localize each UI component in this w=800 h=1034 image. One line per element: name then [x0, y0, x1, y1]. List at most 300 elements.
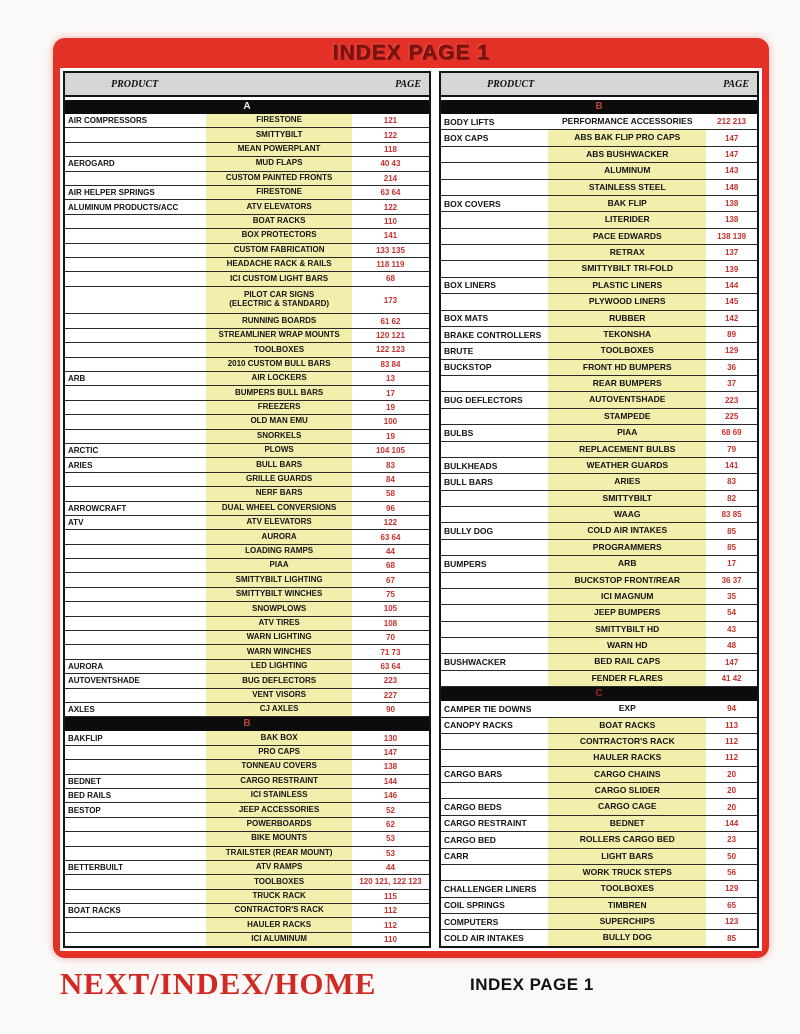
item-name: PIAA — [206, 559, 352, 572]
index-content — [60, 68, 762, 951]
index-row — [441, 750, 757, 766]
page-number: 68 — [386, 561, 395, 571]
product-name — [65, 430, 206, 443]
page-number: 85 — [727, 542, 737, 552]
item-name: FENDER FLARES — [548, 671, 706, 686]
page-number: 212 213 — [717, 117, 747, 127]
index-row — [441, 622, 757, 638]
item-name: TOOLBOXES — [206, 343, 352, 356]
item-name: GRILLE GUARDS — [206, 473, 352, 486]
product-name: BOX LINERS — [444, 280, 496, 291]
product-name — [441, 294, 548, 309]
product-name — [65, 386, 206, 399]
index-row — [441, 832, 757, 848]
page-number: 143 — [724, 166, 739, 176]
index-row — [65, 789, 429, 803]
index-row — [441, 163, 757, 179]
page-number: 118 — [384, 144, 397, 154]
page-number: 138 — [383, 762, 398, 772]
item-name: PLYWOOD LINERS — [548, 294, 706, 309]
index-row — [441, 556, 757, 572]
product-name — [65, 358, 206, 371]
index-row — [65, 244, 429, 258]
index-row — [441, 458, 757, 474]
product-name: BULKHEADS — [444, 460, 498, 471]
product-name: BOX MATS — [444, 313, 489, 324]
index-row — [441, 327, 757, 343]
product-name — [65, 832, 206, 845]
index-column-right — [439, 71, 759, 948]
page-number: 147 — [383, 747, 398, 757]
product-name: COMPUTERS — [444, 916, 499, 927]
item-name: MEAN POWERPLANT — [206, 143, 352, 156]
item-name: BAK BOX — [206, 731, 352, 744]
product-name: BETTERBUILT — [68, 863, 123, 873]
page-number: 83 — [386, 460, 395, 470]
product-name — [65, 415, 206, 428]
index-row — [441, 523, 757, 539]
page-number: 110 — [384, 216, 397, 226]
index-row — [65, 200, 429, 214]
section-divider-b: B — [65, 717, 429, 731]
product-name — [65, 215, 206, 228]
index-row — [441, 898, 757, 914]
product-name — [441, 507, 548, 522]
product-name: CARR — [444, 851, 469, 862]
page-number: 44 — [386, 546, 395, 556]
item-name: ICI ALUMINUM — [206, 933, 352, 946]
index-row — [65, 803, 429, 817]
column-header-right — [441, 73, 757, 97]
page-number: 36 — [727, 362, 737, 372]
page-number: 23 — [727, 835, 737, 845]
page-number: 65 — [727, 900, 737, 910]
page-number: 108 — [383, 618, 398, 628]
product-name — [441, 750, 548, 765]
index-row — [65, 229, 429, 243]
item-name: FIRESTONE — [206, 186, 352, 199]
page-number: 40 43 — [380, 159, 401, 169]
item-name: TOOLBOXES — [548, 881, 706, 896]
product-name: BULL BARS — [444, 476, 493, 487]
page-number: 100 — [383, 417, 398, 427]
index-row — [65, 674, 429, 688]
index-row — [441, 278, 757, 294]
product-name — [65, 746, 206, 759]
product-name: COLD AIR INTAKES — [444, 933, 524, 944]
section-divider-a: A — [65, 100, 429, 114]
item-name: DUAL WHEEL CONVERSIONS — [206, 502, 352, 515]
page-number: 52 — [386, 805, 395, 815]
item-name: VENT VISORS — [206, 689, 352, 702]
index-row — [65, 689, 429, 703]
index-row — [65, 487, 429, 501]
item-name: BUCKSTOP FRONT/REAR — [548, 573, 706, 588]
page-number: 19 — [386, 431, 395, 441]
page-number: 129 — [724, 346, 739, 356]
page-number: 147 — [724, 133, 739, 143]
footer-page-label: INDEX PAGE 1 — [470, 975, 594, 994]
product-name: BULBS — [444, 427, 474, 438]
product-name: BUSHWACKER — [444, 657, 506, 668]
product-name — [441, 734, 548, 749]
product-name: BUG DEFLECTORS — [444, 395, 523, 406]
product-name — [65, 760, 206, 773]
item-name: PILOT CAR SIGNS (ELECTRIC & STANDARD) — [206, 287, 352, 314]
product-name — [441, 212, 548, 227]
product-name: BULLY DOG — [444, 526, 494, 537]
page-number: 112 — [384, 906, 397, 916]
index-row — [65, 631, 429, 645]
product-name — [65, 343, 206, 356]
item-name: PROGRAMMERS — [548, 540, 706, 555]
product-name: COIL SPRINGS — [444, 900, 505, 911]
nav-next-index-home[interactable]: NEXT/INDEX/HOME — [60, 966, 377, 1001]
item-name: SMITTYBILT HD — [548, 622, 706, 637]
item-name: STREAMLINER WRAP MOUNTS — [206, 329, 352, 342]
page-number: 112 — [384, 920, 397, 930]
product-name — [441, 491, 548, 506]
product-name: AIR HELPER SPRINGS — [68, 188, 155, 198]
page-number: 17 — [727, 559, 737, 569]
index-row — [65, 861, 429, 875]
page-number: 61 62 — [380, 316, 401, 326]
index-row — [65, 314, 429, 328]
index-row — [441, 589, 757, 605]
item-name: CONTRACTOR'S RACK — [548, 734, 706, 749]
column-header-left — [65, 73, 429, 97]
item-name: STAMPEDE — [548, 409, 706, 424]
index-row — [441, 718, 757, 734]
page-number: 223 — [383, 676, 398, 686]
index-row — [65, 703, 429, 717]
index-row — [65, 818, 429, 832]
product-name — [65, 401, 206, 414]
product-name — [65, 617, 206, 630]
product-name: CANOPY RACKS — [444, 720, 513, 731]
page-number: 122 — [383, 130, 398, 140]
item-name: CJ AXLES — [206, 703, 352, 716]
index-row — [65, 473, 429, 487]
page-number: 68 69 — [721, 428, 742, 438]
item-name: PACE EDWARDS — [548, 229, 706, 244]
product-name: CAMPER TIE DOWNS — [444, 703, 532, 714]
index-row — [441, 294, 757, 310]
index-row — [441, 360, 757, 376]
index-row — [65, 386, 429, 400]
index-row — [65, 329, 429, 343]
item-name: BUG DEFLECTORS — [206, 674, 352, 687]
item-name: TRUCK RACK — [206, 890, 352, 903]
product-name — [441, 229, 548, 244]
page-number: 75 — [386, 590, 395, 600]
page-number: 121 — [383, 116, 398, 126]
index-row — [441, 147, 757, 163]
page-number: 130 — [383, 733, 398, 743]
page-number: 147 — [724, 657, 739, 667]
page-number: 227 — [383, 690, 398, 700]
page-number: 89 — [727, 330, 737, 340]
page-number: 67 — [386, 575, 395, 585]
page-number: 115 — [384, 891, 397, 901]
product-name: CARGO BEDS — [444, 802, 502, 813]
item-name: REPLACEMENT BULBS — [548, 442, 706, 457]
product-name — [65, 229, 206, 242]
product-name: ALUMINUM PRODUCTS/ACC — [68, 202, 179, 212]
index-row — [441, 425, 757, 441]
index-row — [65, 143, 429, 157]
index-row — [65, 559, 429, 573]
product-name — [441, 865, 548, 880]
item-name: CUSTOM PAINTED FRONTS — [206, 172, 352, 185]
item-name: PLOWS — [206, 444, 352, 457]
item-name: BED RAIL CAPS — [548, 654, 706, 669]
index-row — [441, 343, 757, 359]
page-number: 138 — [724, 215, 739, 225]
item-name: SMITTYBILT — [206, 128, 352, 141]
item-name: BOX PROTECTORS — [206, 229, 352, 242]
page-number: 110 — [384, 935, 397, 945]
item-name: TIMBREN — [548, 898, 706, 913]
product-name — [65, 287, 206, 314]
product-name — [65, 588, 206, 601]
item-name: PRO CAPS — [206, 746, 352, 759]
item-name: 2010 CUSTOM BULL BARS — [206, 358, 352, 371]
index-row — [65, 645, 429, 659]
index-rows-left — [65, 100, 429, 946]
page-number: 122 123 — [375, 345, 405, 355]
product-name — [441, 147, 548, 162]
product-name — [65, 314, 206, 327]
product-name: AIR COMPRESSORS — [68, 116, 148, 126]
index-row — [441, 701, 757, 717]
index-row — [441, 130, 757, 146]
item-name: LOADING RAMPS — [206, 545, 352, 558]
page-number: 141 — [724, 461, 739, 471]
product-name: BESTOP — [68, 805, 101, 815]
index-row — [441, 261, 757, 277]
item-name: HAULER RACKS — [206, 918, 352, 931]
item-name: ATV ELEVATORS — [206, 200, 352, 213]
index-row — [65, 775, 429, 789]
page-number: 50 — [727, 851, 737, 861]
item-name: JEEP BUMPERS — [548, 605, 706, 620]
product-name: BRUTE — [444, 345, 474, 356]
section-divider-b: B — [441, 100, 757, 114]
item-name: ATV TIRES — [206, 617, 352, 630]
product-name: BOAT RACKS — [68, 906, 121, 916]
product-name — [441, 180, 548, 195]
index-row — [441, 605, 757, 621]
item-name: BEDNET — [548, 816, 706, 831]
index-row — [65, 401, 429, 415]
index-row — [65, 215, 429, 229]
index-row — [65, 760, 429, 774]
item-name: OLD MAN EMU — [206, 415, 352, 428]
product-name: BODY LIFTS — [444, 116, 495, 127]
item-name: ICI CUSTOM LIGHT BARS — [206, 272, 352, 285]
product-name — [65, 631, 206, 644]
product-name — [441, 671, 548, 686]
page-number: 113 — [725, 720, 739, 730]
page-number: 104 105 — [375, 446, 405, 456]
page-number: 148 — [724, 182, 739, 192]
page-number: 96 — [386, 503, 395, 513]
page-number: 144 — [724, 818, 739, 828]
product-name: AURORA — [68, 662, 104, 672]
product-name: BOX COVERS — [444, 198, 501, 209]
index-row — [65, 272, 429, 286]
item-name: ARB — [548, 556, 706, 571]
page-number: 94 — [727, 704, 737, 714]
product-header-label: PRODUCT — [111, 78, 159, 90]
index-row — [441, 638, 757, 654]
item-name: WEATHER GUARDS — [548, 458, 706, 473]
item-name: ATV ELEVATORS — [206, 516, 352, 529]
index-row — [441, 930, 757, 945]
index-row — [65, 617, 429, 631]
page-number: 122 — [383, 518, 398, 528]
page-number: 139 — [724, 264, 739, 274]
item-name: PLASTIC LINERS — [548, 278, 706, 293]
item-name: SMITTYBILT TRI-FOLD — [548, 261, 706, 276]
item-name: LITERIDER — [548, 212, 706, 227]
page-title: INDEX PAGE 1 — [332, 41, 490, 64]
product-name — [65, 244, 206, 257]
product-name — [441, 261, 548, 276]
product-name: CARGO BED — [444, 834, 496, 845]
index-row — [65, 530, 429, 544]
page-number: 20 — [727, 786, 737, 796]
index-row — [65, 545, 429, 559]
page-number: 19 — [386, 402, 395, 412]
item-name: SUPERCHIPS — [548, 914, 706, 929]
item-name: ABS BAK FLIP PRO CAPS — [548, 130, 706, 145]
item-name: LIGHT BARS — [548, 849, 706, 864]
page-number: 58 — [386, 489, 395, 499]
product-name — [65, 272, 206, 285]
index-row — [441, 376, 757, 392]
item-name: CARGO SLIDER — [548, 783, 706, 798]
item-name: EXP — [618, 703, 636, 714]
page-number: 48 — [727, 641, 737, 651]
item-name: ATV RAMPS — [206, 861, 352, 874]
index-row — [65, 502, 429, 516]
page-number: 85 — [727, 933, 737, 943]
index-row — [65, 660, 429, 674]
page-number: 141 — [383, 231, 398, 241]
item-name: AURORA — [206, 530, 352, 543]
item-name: TEKONSHA — [548, 327, 706, 342]
item-name: CARGO CHAINS — [548, 767, 706, 782]
page-number: 53 — [386, 834, 395, 844]
page-number: 83 — [727, 477, 737, 487]
index-row — [65, 458, 429, 472]
index-row — [441, 474, 757, 490]
item-name: CARGO RESTRAINT — [206, 775, 352, 788]
product-name: CHALLENGER LINERS — [444, 883, 537, 894]
item-name: AUTOVENTSHADE — [548, 392, 706, 407]
page-number: 120 121, 122 123 — [359, 877, 422, 887]
index-row — [65, 157, 429, 171]
product-name — [441, 622, 548, 637]
index-row — [441, 409, 757, 425]
index-row — [65, 128, 429, 142]
page-number: 54 — [727, 608, 737, 618]
index-row — [441, 799, 757, 815]
index-row — [65, 430, 429, 444]
index-row — [65, 287, 429, 315]
index-row — [441, 816, 757, 832]
product-name: BAKFLIP — [68, 733, 103, 743]
product-name — [65, 818, 206, 831]
page-number: 70 — [386, 633, 395, 643]
index-row — [65, 186, 429, 200]
index-row — [65, 573, 429, 587]
page-number: 223 — [724, 395, 739, 405]
index-row — [441, 881, 757, 897]
product-name — [441, 163, 548, 178]
index-row — [441, 212, 757, 228]
page-number: 63 64 — [380, 188, 401, 198]
item-name: FREEZERS — [206, 401, 352, 414]
product-name: ARCTIC — [68, 446, 99, 456]
index-row — [65, 114, 429, 128]
item-name: WAAG — [548, 507, 706, 522]
index-row — [441, 196, 757, 212]
index-frame — [53, 38, 769, 958]
page-number: 83 84 — [380, 359, 401, 369]
index-row — [65, 875, 429, 889]
item-name: FIRESTONE — [206, 114, 352, 127]
page-number: 118 119 — [376, 260, 405, 270]
page-number: 173 — [383, 295, 398, 305]
index-row — [65, 602, 429, 616]
page-number: 133 135 — [375, 245, 405, 255]
index-row — [65, 731, 429, 745]
item-name: REAR BUMPERS — [548, 376, 706, 391]
item-name: ABS BUSHWACKER — [548, 147, 706, 162]
index-column-left — [63, 71, 431, 948]
item-name: RUNNING BOARDS — [206, 314, 352, 327]
item-name: TOOLBOXES — [206, 875, 352, 888]
page-number: 105 — [383, 604, 398, 614]
item-name: PERFORMANCE ACCESSORIES — [562, 116, 693, 127]
item-name: CUSTOM FABRICATION — [206, 244, 352, 257]
page-number: 129 — [724, 884, 739, 894]
product-name — [65, 143, 206, 156]
index-row — [65, 847, 429, 861]
page-number: 90 — [386, 705, 395, 715]
section-divider-c: C — [441, 687, 757, 701]
index-row — [65, 904, 429, 918]
index-row — [441, 180, 757, 196]
product-name: AEROGARD — [68, 159, 115, 169]
item-name: BIKE MOUNTS — [206, 832, 352, 845]
index-row — [65, 746, 429, 760]
page-number: 56 — [727, 868, 737, 878]
index-row — [65, 372, 429, 386]
item-name: ICI MAGNUM — [548, 589, 706, 604]
item-name: PIAA — [548, 425, 706, 440]
index-row — [65, 444, 429, 458]
product-name — [65, 559, 206, 572]
index-row — [441, 114, 757, 130]
product-name: CARGO RESTRAINT — [444, 818, 527, 829]
product-name — [441, 376, 548, 391]
item-name: SNORKELS — [206, 430, 352, 443]
page-number: 71 73 — [380, 647, 401, 657]
